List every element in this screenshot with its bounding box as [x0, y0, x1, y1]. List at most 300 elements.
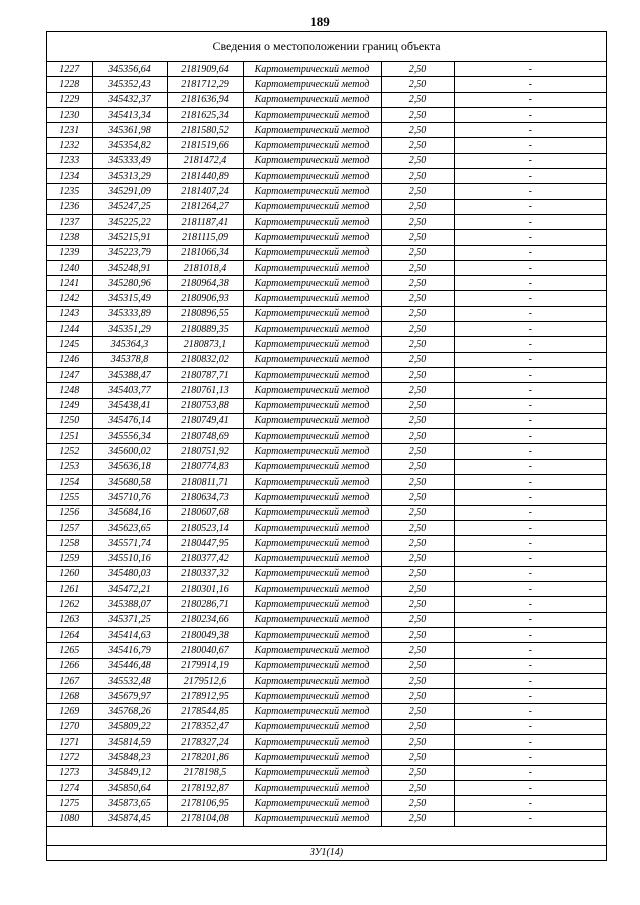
- method-cell: Картометрический метод: [243, 230, 381, 245]
- description-cell: -: [454, 413, 606, 428]
- method-cell: Картометрический метод: [243, 138, 381, 153]
- y-coordinate-cell: 2181625,34: [167, 107, 243, 122]
- y-coordinate-cell: 2180761,13: [167, 383, 243, 398]
- table-row: [47, 444, 606, 459]
- table-row: [47, 673, 606, 688]
- accuracy-cell: 2,50: [381, 765, 454, 780]
- method-cell: Картометрический метод: [243, 673, 381, 688]
- accuracy-cell: 2,50: [381, 643, 454, 658]
- description-cell: -: [454, 658, 606, 673]
- accuracy-cell: 2,50: [381, 184, 454, 199]
- table-row: [47, 230, 606, 245]
- table-row: [47, 153, 606, 168]
- method-cell: Картометрический метод: [243, 352, 381, 367]
- accuracy-cell: 2,50: [381, 505, 454, 520]
- x-coordinate-cell: 345333,89: [92, 306, 167, 321]
- accuracy-cell: 2,50: [381, 62, 454, 77]
- accuracy-cell: 2,50: [381, 413, 454, 428]
- point-number-cell: 1080: [47, 811, 92, 826]
- accuracy-cell: 2,50: [381, 337, 454, 352]
- x-coordinate-cell: 345556,34: [92, 429, 167, 444]
- method-cell: Картометрический метод: [243, 490, 381, 505]
- table-row: [47, 719, 606, 734]
- point-number-cell: 1232: [47, 138, 92, 153]
- accuracy-cell: 2,50: [381, 811, 454, 826]
- description-cell: -: [454, 107, 606, 122]
- method-cell: Картометрический метод: [243, 77, 381, 92]
- description-cell: -: [454, 62, 606, 77]
- method-cell: Картометрический метод: [243, 184, 381, 199]
- y-coordinate-cell: 2180832,02: [167, 352, 243, 367]
- y-coordinate-cell: 2180049,38: [167, 627, 243, 642]
- table-row: [47, 138, 606, 153]
- accuracy-cell: 2,50: [381, 444, 454, 459]
- description-cell: -: [454, 260, 606, 275]
- accuracy-cell: 2,50: [381, 153, 454, 168]
- method-cell: Картометрический метод: [243, 582, 381, 597]
- description-cell: -: [454, 582, 606, 597]
- x-coordinate-cell: 345291,09: [92, 184, 167, 199]
- x-coordinate-cell: 345280,96: [92, 276, 167, 291]
- description-cell: -: [454, 306, 606, 321]
- point-number-cell: 1266: [47, 658, 92, 673]
- point-number-cell: 1264: [47, 627, 92, 642]
- y-coordinate-cell: 2180873,1: [167, 337, 243, 352]
- table-row: [47, 322, 606, 337]
- y-coordinate-cell: 2180377,42: [167, 551, 243, 566]
- x-coordinate-cell: 345438,41: [92, 398, 167, 413]
- x-coordinate-cell: 345636,18: [92, 459, 167, 474]
- x-coordinate-cell: 345356,64: [92, 62, 167, 77]
- x-coordinate-cell: 345679,97: [92, 689, 167, 704]
- x-coordinate-cell: 345480,03: [92, 566, 167, 581]
- y-coordinate-cell: 2180040,67: [167, 643, 243, 658]
- description-cell: -: [454, 612, 606, 627]
- description-cell: -: [454, 704, 606, 719]
- x-coordinate-cell: 345351,29: [92, 322, 167, 337]
- table-row: [47, 429, 606, 444]
- accuracy-cell: 2,50: [381, 658, 454, 673]
- table-row: [47, 260, 606, 275]
- point-number-cell: 1228: [47, 77, 92, 92]
- method-cell: Картометрический метод: [243, 627, 381, 642]
- method-cell: Картометрический метод: [243, 459, 381, 474]
- y-coordinate-cell: 2179512,6: [167, 673, 243, 688]
- table-row: [47, 214, 606, 229]
- x-coordinate-cell: 345684,16: [92, 505, 167, 520]
- point-number-cell: 1230: [47, 107, 92, 122]
- accuracy-cell: 2,50: [381, 260, 454, 275]
- point-number-cell: 1265: [47, 643, 92, 658]
- y-coordinate-cell: 2181018,4: [167, 260, 243, 275]
- point-number-cell: 1250: [47, 413, 92, 428]
- x-coordinate-cell: 345215,91: [92, 230, 167, 245]
- x-coordinate-cell: 345248,91: [92, 260, 167, 275]
- x-coordinate-cell: 345378,8: [92, 352, 167, 367]
- description-cell: -: [454, 337, 606, 352]
- point-number-cell: 1238: [47, 230, 92, 245]
- point-number-cell: 1234: [47, 169, 92, 184]
- method-cell: Картометрический метод: [243, 505, 381, 520]
- table-row: [47, 597, 606, 612]
- y-coordinate-cell: 2181440,89: [167, 169, 243, 184]
- table-row: [47, 658, 606, 673]
- x-coordinate-cell: 345403,77: [92, 383, 167, 398]
- table-row: [47, 92, 606, 107]
- y-coordinate-cell: 2181636,94: [167, 92, 243, 107]
- y-coordinate-cell: 2179914,19: [167, 658, 243, 673]
- table-row: [47, 459, 606, 474]
- table-row: [47, 505, 606, 520]
- point-number-cell: 1258: [47, 536, 92, 551]
- point-number-cell: 1267: [47, 673, 92, 688]
- method-cell: Картометрический метод: [243, 735, 381, 750]
- point-number-cell: 1263: [47, 612, 92, 627]
- point-number-cell: 1240: [47, 260, 92, 275]
- method-cell: Картометрический метод: [243, 704, 381, 719]
- method-cell: Картометрический метод: [243, 383, 381, 398]
- accuracy-cell: 2,50: [381, 291, 454, 306]
- description-cell: -: [454, 551, 606, 566]
- accuracy-cell: 2,50: [381, 459, 454, 474]
- accuracy-cell: 2,50: [381, 673, 454, 688]
- y-coordinate-cell: 2180889,35: [167, 322, 243, 337]
- accuracy-cell: 2,50: [381, 704, 454, 719]
- point-number-cell: 1253: [47, 459, 92, 474]
- y-coordinate-cell: 2180748,69: [167, 429, 243, 444]
- accuracy-cell: 2,50: [381, 245, 454, 260]
- accuracy-cell: 2,50: [381, 612, 454, 627]
- table-row: [47, 291, 606, 306]
- table-row: [47, 475, 606, 490]
- method-cell: Картометрический метод: [243, 199, 381, 214]
- table-row: [47, 352, 606, 367]
- table-row: [47, 123, 606, 138]
- accuracy-cell: 2,50: [381, 169, 454, 184]
- y-coordinate-cell: 2180753,88: [167, 398, 243, 413]
- description-cell: -: [454, 627, 606, 642]
- table-row: [47, 612, 606, 627]
- point-number-cell: 1248: [47, 383, 92, 398]
- point-number-cell: 1245: [47, 337, 92, 352]
- method-cell: Картометрический метод: [243, 444, 381, 459]
- accuracy-cell: 2,50: [381, 352, 454, 367]
- point-number-cell: 1229: [47, 92, 92, 107]
- point-number-cell: 1273: [47, 765, 92, 780]
- table-row: [47, 169, 606, 184]
- x-coordinate-cell: 345600,02: [92, 444, 167, 459]
- table-row: [47, 367, 606, 382]
- accuracy-cell: 2,50: [381, 719, 454, 734]
- y-coordinate-cell: 2178192,87: [167, 780, 243, 795]
- y-coordinate-cell: 2180301,16: [167, 582, 243, 597]
- description-cell: -: [454, 291, 606, 306]
- method-cell: Картометрический метод: [243, 367, 381, 382]
- y-coordinate-cell: 2181712,29: [167, 77, 243, 92]
- point-number-cell: 1270: [47, 719, 92, 734]
- accuracy-cell: 2,50: [381, 566, 454, 581]
- y-coordinate-cell: 2178544,85: [167, 704, 243, 719]
- table-row: [47, 520, 606, 535]
- table-row: [47, 765, 606, 780]
- description-cell: -: [454, 276, 606, 291]
- point-number-cell: 1271: [47, 735, 92, 750]
- description-cell: -: [454, 673, 606, 688]
- y-coordinate-cell: 2181519,66: [167, 138, 243, 153]
- accuracy-cell: 2,50: [381, 322, 454, 337]
- description-cell: -: [454, 490, 606, 505]
- x-coordinate-cell: 345814,59: [92, 735, 167, 750]
- accuracy-cell: 2,50: [381, 627, 454, 642]
- method-cell: Картометрический метод: [243, 536, 381, 551]
- accuracy-cell: 2,50: [381, 582, 454, 597]
- accuracy-cell: 2,50: [381, 796, 454, 811]
- point-number-cell: 1269: [47, 704, 92, 719]
- accuracy-cell: 2,50: [381, 520, 454, 535]
- accuracy-cell: 2,50: [381, 306, 454, 321]
- point-number-cell: 1260: [47, 566, 92, 581]
- description-cell: -: [454, 169, 606, 184]
- description-cell: -: [454, 367, 606, 382]
- accuracy-cell: 2,50: [381, 230, 454, 245]
- method-cell: Картометрический метод: [243, 475, 381, 490]
- y-coordinate-cell: 2181115,09: [167, 230, 243, 245]
- point-number-cell: 1275: [47, 796, 92, 811]
- page-number: 189: [310, 14, 330, 29]
- y-coordinate-cell: 2178106,95: [167, 796, 243, 811]
- y-coordinate-cell: 2180896,55: [167, 306, 243, 321]
- accuracy-cell: 2,50: [381, 214, 454, 229]
- y-coordinate-cell: 2180774,83: [167, 459, 243, 474]
- coordinates-table: [47, 62, 606, 827]
- table-row: [47, 551, 606, 566]
- x-coordinate-cell: 345247,25: [92, 199, 167, 214]
- description-cell: -: [454, 398, 606, 413]
- description-cell: -: [454, 505, 606, 520]
- point-number-cell: 1235: [47, 184, 92, 199]
- accuracy-cell: 2,50: [381, 276, 454, 291]
- x-coordinate-cell: 345532,48: [92, 673, 167, 688]
- accuracy-cell: 2,50: [381, 750, 454, 765]
- point-number-cell: 1262: [47, 597, 92, 612]
- table-row: [47, 536, 606, 551]
- y-coordinate-cell: 2180286,71: [167, 597, 243, 612]
- point-number-cell: 1243: [47, 306, 92, 321]
- method-cell: Картометрический метод: [243, 643, 381, 658]
- method-cell: Картометрический метод: [243, 597, 381, 612]
- accuracy-cell: 2,50: [381, 490, 454, 505]
- x-coordinate-cell: 345848,23: [92, 750, 167, 765]
- method-cell: Картометрический метод: [243, 780, 381, 795]
- accuracy-cell: 2,50: [381, 138, 454, 153]
- table-row: [47, 704, 606, 719]
- point-number-cell: 1236: [47, 199, 92, 214]
- accuracy-cell: 2,50: [381, 107, 454, 122]
- point-number-cell: 1231: [47, 123, 92, 138]
- description-cell: -: [454, 719, 606, 734]
- point-number-cell: 1246: [47, 352, 92, 367]
- accuracy-cell: 2,50: [381, 735, 454, 750]
- y-coordinate-cell: 2180751,92: [167, 444, 243, 459]
- description-cell: -: [454, 153, 606, 168]
- x-coordinate-cell: 345223,79: [92, 245, 167, 260]
- y-coordinate-cell: 2178201,86: [167, 750, 243, 765]
- y-coordinate-cell: 2180523,14: [167, 520, 243, 535]
- description-cell: -: [454, 429, 606, 444]
- y-coordinate-cell: 2180787,71: [167, 367, 243, 382]
- method-cell: Картометрический метод: [243, 566, 381, 581]
- description-cell: -: [454, 352, 606, 367]
- method-cell: Картометрический метод: [243, 322, 381, 337]
- accuracy-cell: 2,50: [381, 77, 454, 92]
- method-cell: Картометрический метод: [243, 612, 381, 627]
- y-coordinate-cell: 2178104,08: [167, 811, 243, 826]
- x-coordinate-cell: 345388,47: [92, 367, 167, 382]
- x-coordinate-cell: 345472,21: [92, 582, 167, 597]
- y-coordinate-cell: 2178912,95: [167, 689, 243, 704]
- table-row: [47, 582, 606, 597]
- x-coordinate-cell: 345476,14: [92, 413, 167, 428]
- method-cell: Картометрический метод: [243, 765, 381, 780]
- point-number-cell: 1254: [47, 475, 92, 490]
- method-cell: Картометрический метод: [243, 92, 381, 107]
- x-coordinate-cell: 345354,82: [92, 138, 167, 153]
- accuracy-cell: 2,50: [381, 92, 454, 107]
- accuracy-cell: 2,50: [381, 123, 454, 138]
- table-header-title: Сведения о местоположении границ объекта: [47, 32, 606, 62]
- description-cell: -: [454, 230, 606, 245]
- y-coordinate-cell: 2180607,68: [167, 505, 243, 520]
- x-coordinate-cell: 345571,74: [92, 536, 167, 551]
- x-coordinate-cell: 345371,25: [92, 612, 167, 627]
- accuracy-cell: 2,50: [381, 689, 454, 704]
- method-cell: Картометрический метод: [243, 153, 381, 168]
- accuracy-cell: 2,50: [381, 398, 454, 413]
- method-cell: Картометрический метод: [243, 689, 381, 704]
- y-coordinate-cell: 2181580,52: [167, 123, 243, 138]
- y-coordinate-cell: 2181909,64: [167, 62, 243, 77]
- accuracy-cell: 2,50: [381, 597, 454, 612]
- point-number-cell: 1274: [47, 780, 92, 795]
- y-coordinate-cell: 2178327,24: [167, 735, 243, 750]
- description-cell: -: [454, 689, 606, 704]
- description-cell: -: [454, 597, 606, 612]
- description-cell: -: [454, 566, 606, 581]
- description-cell: -: [454, 780, 606, 795]
- x-coordinate-cell: 345446,48: [92, 658, 167, 673]
- y-coordinate-cell: 2178352,47: [167, 719, 243, 734]
- method-cell: Картометрический метод: [243, 337, 381, 352]
- accuracy-cell: 2,50: [381, 551, 454, 566]
- point-number-cell: 1233: [47, 153, 92, 168]
- description-cell: -: [454, 214, 606, 229]
- point-number-cell: 1256: [47, 505, 92, 520]
- table-row: [47, 276, 606, 291]
- accuracy-cell: 2,50: [381, 383, 454, 398]
- method-cell: Картометрический метод: [243, 291, 381, 306]
- description-cell: -: [454, 383, 606, 398]
- point-number-cell: 1239: [47, 245, 92, 260]
- point-number-cell: 1257: [47, 520, 92, 535]
- x-coordinate-cell: 345414,63: [92, 627, 167, 642]
- method-cell: Картометрический метод: [243, 429, 381, 444]
- point-number-cell: 1249: [47, 398, 92, 413]
- x-coordinate-cell: 345333,49: [92, 153, 167, 168]
- x-coordinate-cell: 345874,45: [92, 811, 167, 826]
- point-number-cell: 1272: [47, 750, 92, 765]
- point-number-cell: 1227: [47, 62, 92, 77]
- table-row: [47, 337, 606, 352]
- x-coordinate-cell: 345413,34: [92, 107, 167, 122]
- point-number-cell: 1261: [47, 582, 92, 597]
- point-number-cell: 1251: [47, 429, 92, 444]
- description-cell: -: [454, 643, 606, 658]
- boundary-table-frame: [46, 31, 607, 861]
- description-cell: -: [454, 459, 606, 474]
- y-coordinate-cell: 2181066,34: [167, 245, 243, 260]
- y-coordinate-cell: 2181472,4: [167, 153, 243, 168]
- description-cell: -: [454, 520, 606, 535]
- table-row: [47, 383, 606, 398]
- point-number-cell: 1247: [47, 367, 92, 382]
- x-coordinate-cell: 345849,12: [92, 765, 167, 780]
- x-coordinate-cell: 345873,65: [92, 796, 167, 811]
- method-cell: Картометрический метод: [243, 719, 381, 734]
- table-row: [47, 398, 606, 413]
- x-coordinate-cell: 345315,49: [92, 291, 167, 306]
- point-number-cell: 1259: [47, 551, 92, 566]
- point-number-cell: 1244: [47, 322, 92, 337]
- description-cell: -: [454, 123, 606, 138]
- point-number-cell: 1242: [47, 291, 92, 306]
- y-coordinate-cell: 2180906,93: [167, 291, 243, 306]
- description-cell: -: [454, 138, 606, 153]
- accuracy-cell: 2,50: [381, 199, 454, 214]
- point-number-cell: 1268: [47, 689, 92, 704]
- description-cell: -: [454, 735, 606, 750]
- table-row: [47, 306, 606, 321]
- method-cell: Картометрический метод: [243, 107, 381, 122]
- accuracy-cell: 2,50: [381, 367, 454, 382]
- accuracy-cell: 2,50: [381, 536, 454, 551]
- table-row: [47, 811, 606, 826]
- method-cell: Картометрический метод: [243, 169, 381, 184]
- x-coordinate-cell: 345710,76: [92, 490, 167, 505]
- table-row: [47, 796, 606, 811]
- x-coordinate-cell: 345432,37: [92, 92, 167, 107]
- description-cell: -: [454, 796, 606, 811]
- point-number-cell: 1241: [47, 276, 92, 291]
- table-row: [47, 77, 606, 92]
- y-coordinate-cell: 2180447,95: [167, 536, 243, 551]
- description-cell: -: [454, 750, 606, 765]
- description-cell: -: [454, 184, 606, 199]
- method-cell: Картометрический метод: [243, 750, 381, 765]
- method-cell: Картометрический метод: [243, 306, 381, 321]
- table-row: [47, 62, 606, 77]
- method-cell: Картометрический метод: [243, 62, 381, 77]
- x-coordinate-cell: 345510,16: [92, 551, 167, 566]
- y-coordinate-cell: 2180749,41: [167, 413, 243, 428]
- y-coordinate-cell: 2180634,73: [167, 490, 243, 505]
- method-cell: Картометрический метод: [243, 551, 381, 566]
- table-row: [47, 184, 606, 199]
- table-row: [47, 689, 606, 704]
- x-coordinate-cell: 345809,22: [92, 719, 167, 734]
- x-coordinate-cell: 345364,3: [92, 337, 167, 352]
- method-cell: Картометрический метод: [243, 520, 381, 535]
- x-coordinate-cell: 345313,29: [92, 169, 167, 184]
